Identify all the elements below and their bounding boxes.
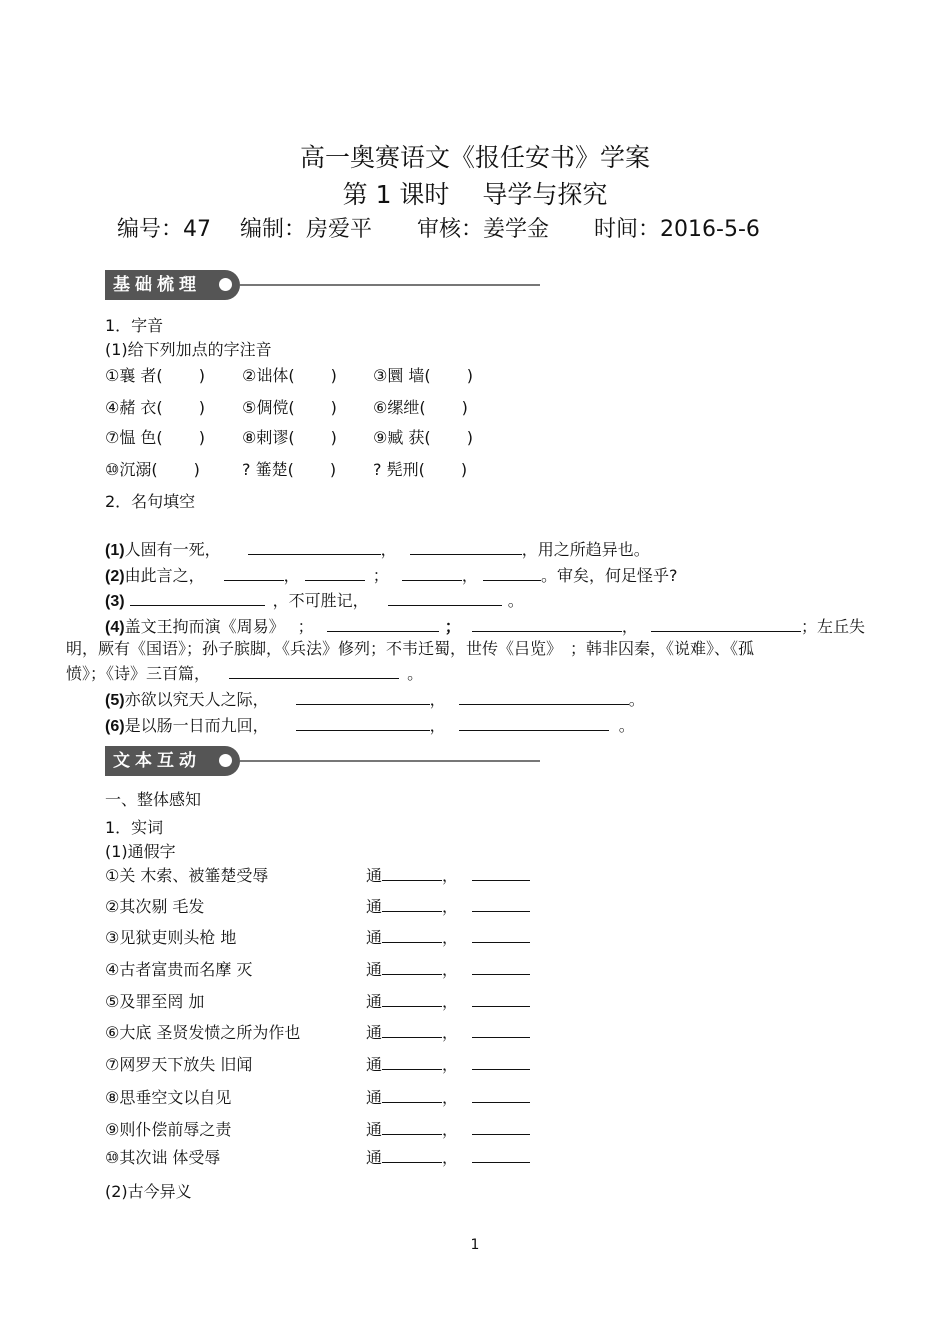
document-subtitle: 第 1 课时 导学与探究 (342, 180, 608, 209)
pron-item: ⑩沉溺( ) (105, 460, 200, 479)
question-2-subtitle: (2)古今异义 (105, 1182, 192, 1201)
pron-item: ⑤倜傥( ) (242, 398, 337, 417)
pron-item: ⑦愠 色( ) (105, 428, 205, 447)
section-label: 基础梳理 (105, 270, 240, 300)
loan-item: ③见狱吏则头枪 地 (105, 928, 237, 947)
section-divider (240, 284, 540, 286)
pron-item: ? 髡刑( ) (373, 460, 468, 479)
loan-item: ②其次剔 毛发 (105, 897, 205, 916)
answer-blanks: 通 ， (366, 897, 530, 917)
section-dot-icon (219, 754, 232, 767)
answer-blanks: 通 ， (366, 1120, 530, 1140)
fill-line-4-end: 愤》；《诗》三百篇， 。 (66, 664, 424, 683)
loan-item: ⑨则仆偿前辱之责 (105, 1120, 232, 1139)
meta-reviewer: 审核：姜学金 (417, 217, 550, 242)
pron-item: ⑧剌谬( ) (242, 428, 337, 447)
section-dot-icon (219, 278, 232, 291)
question-2-title: 2．名句填空 (105, 492, 196, 511)
answer-blanks: 通 ， (366, 1088, 530, 1108)
document-meta (117, 212, 782, 243)
fill-line-4-cont: 明，厥有《国语》；孙子膑脚，《兵法》修列；不韦迁蜀，世传《吕览》 ；韩非囚秦，《说难》、《孤 (66, 639, 755, 658)
answer-blanks: 通 ， (366, 1148, 530, 1168)
fill-line-3: (3) ，不可胜记， 。 (105, 591, 524, 610)
fill-line-4: (4)盖文王拘而演《周易》 ； ； ， ；左丘失 (105, 617, 866, 636)
question-1-subtitle: (1)通假字 (105, 842, 176, 861)
loan-item: ⑦网罗天下放失 旧闻 (105, 1055, 253, 1074)
pron-item: ④赭 衣( ) (105, 398, 205, 417)
pron-item: ⑥缧绁( ) (373, 398, 468, 417)
loan-item: ④古者富贵而名摩 灭 (105, 960, 253, 979)
loan-item: ⑥大底 圣贤发愤之所为作也 (105, 1023, 301, 1042)
answer-blanks: 通 ， (366, 1055, 530, 1075)
pron-item: ? 箠楚( ) (242, 460, 337, 479)
question-1-title: 1．字音 (105, 316, 164, 335)
section-header-basics (105, 270, 545, 300)
pron-item: ①襄 者( ) (105, 366, 205, 385)
loan-item: ⑧思垂空文以自见 (105, 1088, 232, 1107)
answer-blanks: 通 ， (366, 928, 530, 948)
loan-item: ⑤及罪至罔 加 (105, 992, 205, 1011)
question-1-subtitle: (1)给下列加点的字注音 (105, 340, 272, 359)
pron-item: ③圜 墙( ) (373, 366, 473, 385)
part-title: 一、整体感知 (105, 790, 202, 809)
fill-line-5: (5)亦欲以究天人之际， ， 。 (105, 690, 645, 709)
fill-line-6: (6)是以肠一日而九回， ， 。 (105, 716, 635, 735)
section-label: 文本互动 (105, 746, 240, 776)
answer-blanks: 通 ， (366, 1023, 530, 1043)
meta-author: 编制：房爱平 (240, 217, 373, 242)
answer-blanks: 通 ， (366, 960, 530, 980)
fill-line-1: (1)人固有一死， ， ，用之所趋异也。 (105, 540, 650, 559)
question-1-title: 1．实词 (105, 818, 164, 837)
section-divider (240, 760, 540, 762)
answer-blanks: 通 ， (366, 992, 530, 1012)
loan-item: ①关 木索、被箠楚受辱 (105, 866, 269, 885)
answer-blanks: 通 ， (366, 866, 530, 886)
meta-number: 编号：47 (117, 217, 211, 242)
page-number: 1 (470, 1237, 480, 1253)
meta-date: 时间：2016-5-6 (594, 217, 760, 242)
fill-line-2: (2)由此言之， ， ； ， 。审矣，何足怪乎? (105, 566, 678, 585)
document-title: 高一奥赛语文《报任安书》学案 (299, 143, 650, 172)
section-header-interaction (105, 746, 545, 776)
loan-item: ⑩其次诎 体受辱 (105, 1148, 221, 1167)
pron-item: ⑨臧 获( ) (373, 428, 473, 447)
pron-item: ②诎体( ) (242, 366, 337, 385)
